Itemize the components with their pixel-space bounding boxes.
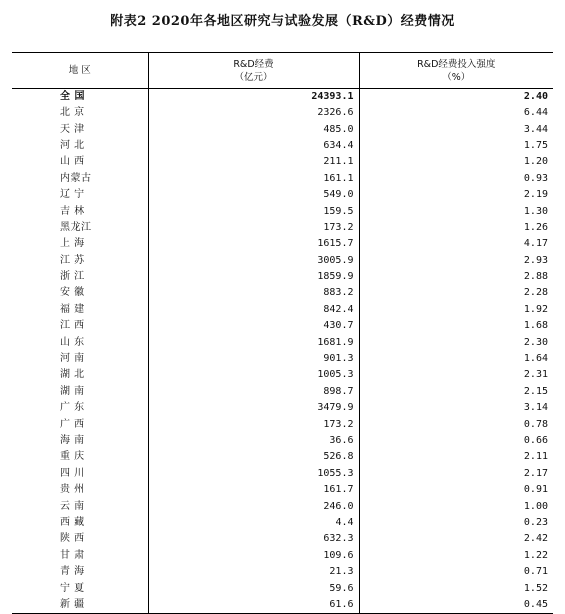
table-row (12, 580, 553, 596)
table-row (12, 498, 553, 514)
expenditure-cell: 21.3 (148, 564, 359, 580)
table-row (12, 433, 553, 449)
table-row (12, 548, 553, 564)
region-cell: 四 川 (60, 467, 85, 479)
intensity-cell: 2.17 (359, 466, 553, 482)
expenditure-cell: 159.5 (148, 203, 359, 219)
table-row (12, 597, 553, 614)
table-row (12, 384, 553, 400)
intensity-cell: 0.91 (359, 482, 553, 498)
region-cell: 宁 夏 (60, 582, 85, 594)
region-cell: 江 西 (60, 320, 85, 332)
expenditure-cell: 1681.9 (148, 334, 359, 350)
intensity-cell: 6.44 (359, 105, 553, 121)
intensity-cell: 2.88 (359, 269, 553, 285)
region-cell: 上 海 (60, 238, 85, 250)
region-cell: 天 津 (60, 123, 85, 135)
table-row (12, 121, 553, 137)
expenditure-header-label: R&D经费 (233, 58, 274, 70)
expenditure-cell: 211.1 (148, 154, 359, 170)
intensity-cell: 2.40 (359, 89, 553, 106)
region-cell: 河 南 (60, 353, 85, 365)
expenditure-column-header (148, 53, 359, 89)
region-cell: 贵 州 (60, 484, 85, 496)
region-cell: 甘 肃 (60, 549, 85, 561)
expenditure-cell: 61.6 (148, 597, 359, 614)
expenditure-cell: 2326.6 (148, 105, 359, 121)
expenditure-cell: 3479.9 (148, 400, 359, 416)
table-header (12, 53, 553, 89)
intensity-cell: 2.11 (359, 449, 553, 465)
expenditure-cell: 246.0 (148, 498, 359, 514)
region-cell: 吉 林 (60, 205, 85, 217)
region-cell: 浙 江 (60, 271, 85, 283)
expenditure-cell: 883.2 (148, 285, 359, 301)
region-cell: 黑龙江 (60, 221, 92, 233)
intensity-cell: 0.45 (359, 597, 553, 614)
region-cell: 云 南 (60, 500, 85, 512)
region-cell: 内蒙古 (60, 172, 92, 184)
intensity-header-unit: （%） (442, 71, 471, 83)
table-row (12, 105, 553, 121)
table-row (12, 416, 553, 432)
region-cell: 重 庆 (60, 451, 85, 463)
intensity-cell: 2.15 (359, 384, 553, 400)
expenditure-cell: 898.7 (148, 384, 359, 400)
region-cell: 湖 南 (60, 385, 85, 397)
expenditure-cell: 634.4 (148, 138, 359, 154)
rd-expenditure-table (12, 52, 553, 614)
table-row (12, 171, 553, 187)
expenditure-cell: 59.6 (148, 580, 359, 596)
region-cell: 辽 宁 (60, 189, 85, 201)
table-row (12, 400, 553, 416)
expenditure-cell: 161.7 (148, 482, 359, 498)
region-cell: 广 西 (60, 418, 85, 430)
table-row (12, 220, 553, 236)
expenditure-cell: 632.3 (148, 531, 359, 547)
table-row (12, 449, 553, 465)
region-cell: 广 东 (60, 402, 85, 414)
intensity-cell: 2.31 (359, 367, 553, 383)
intensity-cell: 3.14 (359, 400, 553, 416)
intensity-cell: 3.44 (359, 121, 553, 137)
intensity-cell: 1.52 (359, 580, 553, 596)
region-cell: 河 北 (60, 139, 85, 151)
table-row (12, 367, 553, 383)
expenditure-cell: 842.4 (148, 302, 359, 318)
table-row (12, 302, 553, 318)
intensity-cell: 1.26 (359, 220, 553, 236)
intensity-cell: 2.42 (359, 531, 553, 547)
region-cell: 湖 北 (60, 369, 85, 381)
expenditure-header-unit: （亿元） (234, 71, 273, 83)
intensity-cell: 1.20 (359, 154, 553, 170)
expenditure-cell: 3005.9 (148, 253, 359, 269)
table-row (12, 515, 553, 531)
table-row (12, 531, 553, 547)
region-cell: 山 西 (60, 156, 85, 168)
region-cell: 江 苏 (60, 254, 85, 266)
expenditure-cell: 430.7 (148, 318, 359, 334)
expenditure-cell: 24393.1 (148, 89, 359, 106)
table-row (12, 187, 553, 203)
table-row (12, 564, 553, 580)
region-cell: 福 建 (60, 303, 85, 315)
intensity-cell: 2.19 (359, 187, 553, 203)
intensity-cell: 2.30 (359, 334, 553, 350)
table-row (12, 351, 553, 367)
region-cell: 青 海 (60, 566, 85, 578)
expenditure-cell: 1615.7 (148, 236, 359, 252)
intensity-cell: 1.68 (359, 318, 553, 334)
intensity-cell: 1.64 (359, 351, 553, 367)
table-row (12, 318, 553, 334)
expenditure-cell: 173.2 (148, 220, 359, 236)
table-row-total (12, 89, 553, 106)
region-cell: 安 徽 (60, 287, 85, 299)
table-body (12, 89, 553, 614)
region-cell: 西 藏 (60, 516, 85, 528)
intensity-cell: 0.93 (359, 171, 553, 187)
expenditure-cell: 549.0 (148, 187, 359, 203)
expenditure-cell: 485.0 (148, 121, 359, 137)
region-cell: 新 疆 (12, 597, 148, 614)
intensity-cell: 0.23 (359, 515, 553, 531)
intensity-cell: 2.28 (359, 285, 553, 301)
region-cell: 海 南 (60, 435, 85, 446)
intensity-column-header (359, 53, 553, 89)
intensity-cell: 0.78 (359, 416, 553, 432)
expenditure-cell: 901.3 (148, 351, 359, 367)
expenditure-cell: 526.8 (148, 449, 359, 465)
region-cell: 北 京 (60, 107, 85, 119)
intensity-cell: 1.92 (359, 302, 553, 318)
region-cell: 陕 西 (60, 533, 85, 545)
intensity-cell: 0.66 (359, 433, 553, 449)
table-row (12, 203, 553, 219)
table-row (12, 154, 553, 170)
table-row (12, 138, 553, 154)
region-column-header (12, 53, 148, 89)
expenditure-cell: 36.6 (148, 433, 359, 449)
intensity-cell: 2.93 (359, 253, 553, 269)
expenditure-cell: 173.2 (148, 416, 359, 432)
intensity-header-label: R&D经费投入强度 (417, 58, 496, 70)
expenditure-cell: 4.4 (148, 515, 359, 531)
region-cell: 全 国 (60, 91, 85, 102)
table-row (12, 466, 553, 482)
table-row (12, 482, 553, 498)
intensity-cell: 1.22 (359, 548, 553, 564)
expenditure-cell: 109.6 (148, 548, 359, 564)
intensity-cell: 0.71 (359, 564, 553, 580)
expenditure-cell: 1055.3 (148, 466, 359, 482)
region-cell: 山 东 (60, 336, 85, 348)
region-header-label: 地 区 (68, 65, 91, 76)
table-title: 附表2 2020年各地区研究与试验发展（R&D）经费情况 (110, 14, 455, 29)
table-row (12, 269, 553, 285)
expenditure-cell: 1005.3 (148, 367, 359, 383)
header-row (12, 53, 553, 89)
table-row (12, 334, 553, 350)
intensity-cell: 1.00 (359, 498, 553, 514)
table-row (12, 285, 553, 301)
expenditure-cell: 161.1 (148, 171, 359, 187)
intensity-cell: 1.30 (359, 203, 553, 219)
intensity-cell: 1.75 (359, 138, 553, 154)
intensity-cell: 4.17 (359, 236, 553, 252)
table-row (12, 236, 553, 252)
table-row (12, 253, 553, 269)
expenditure-cell: 1859.9 (148, 269, 359, 285)
